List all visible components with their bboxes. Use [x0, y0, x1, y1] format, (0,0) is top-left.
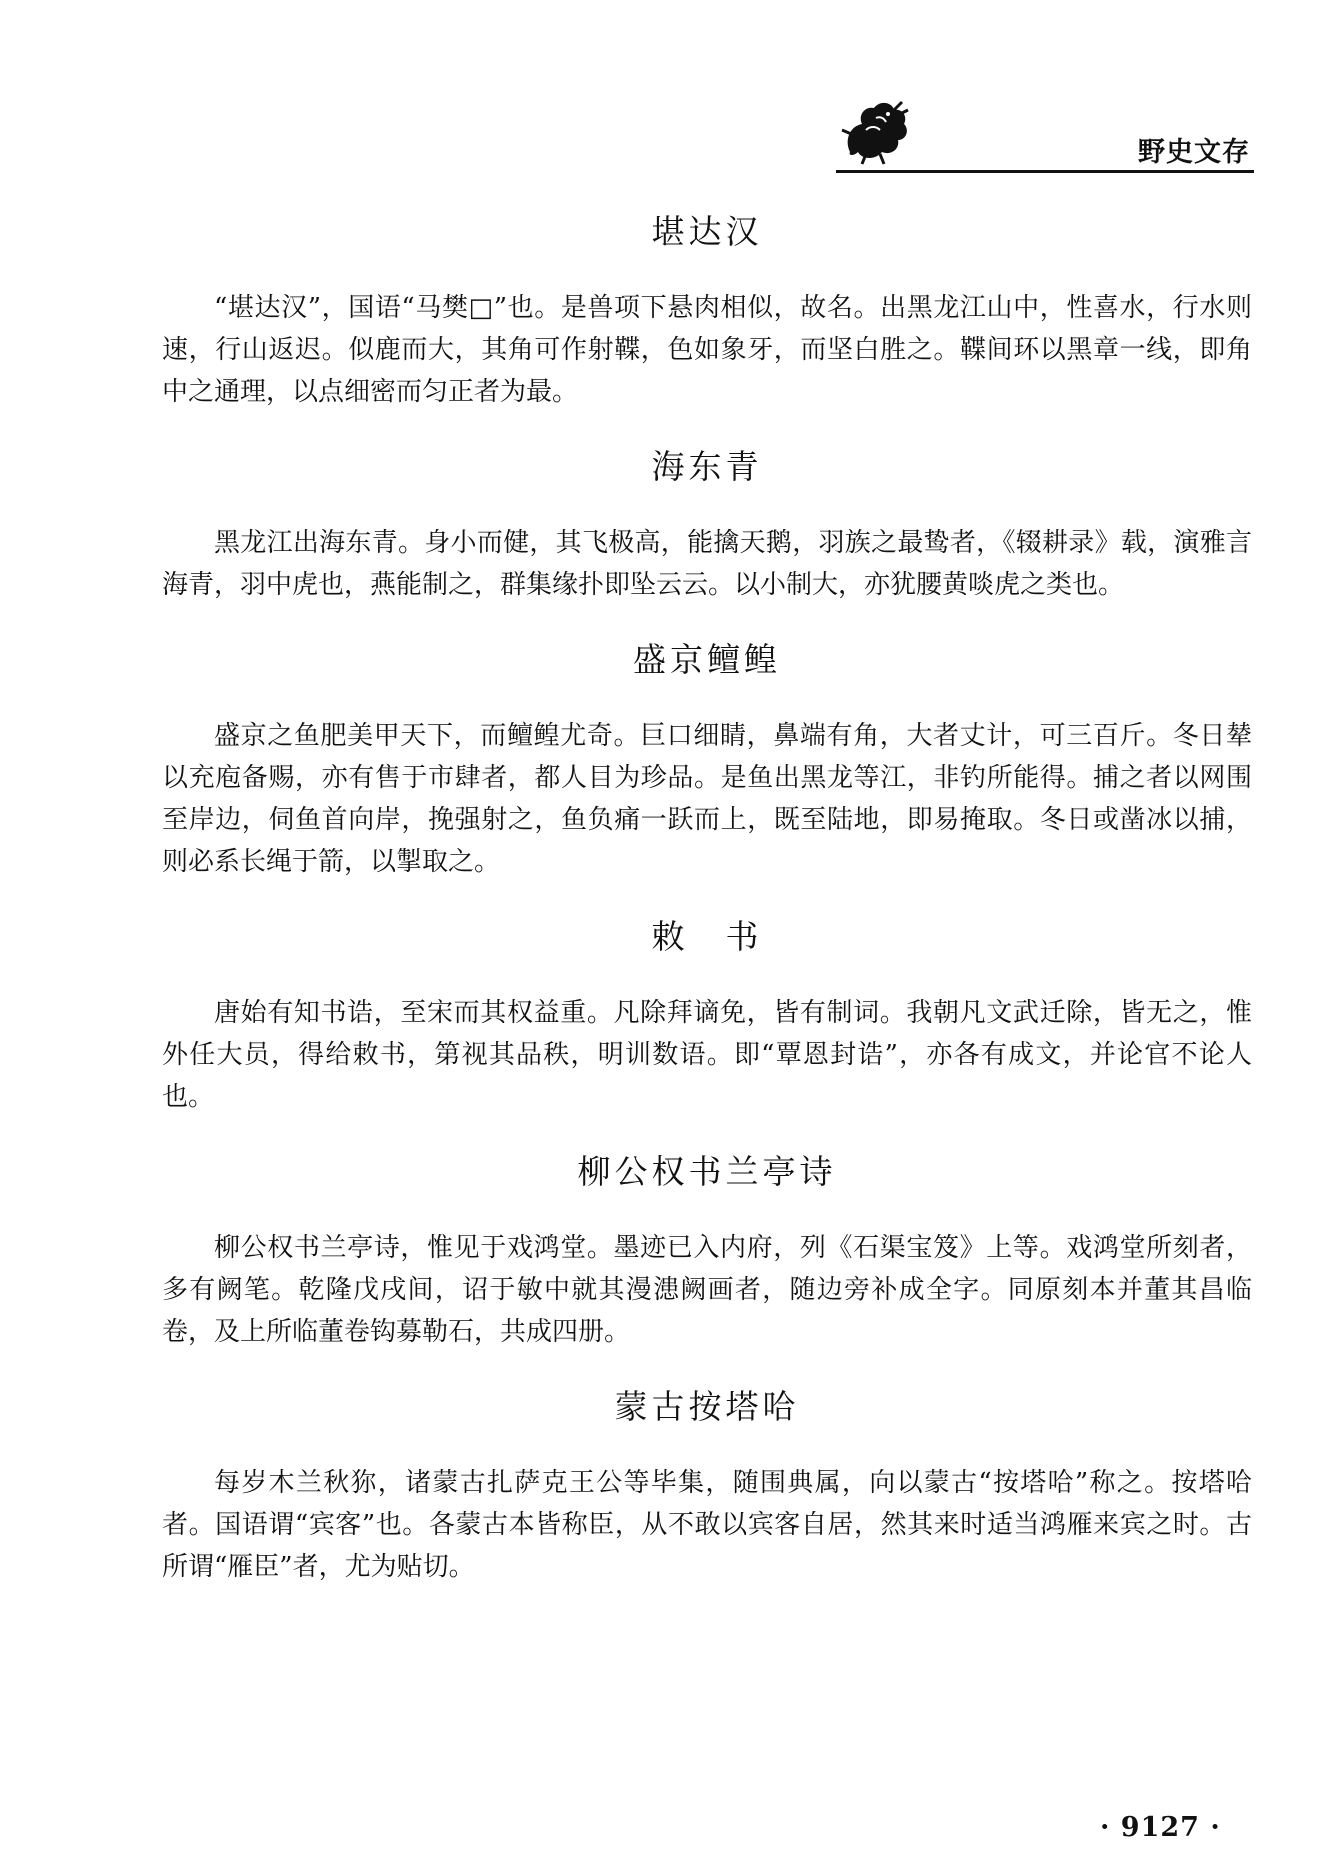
section-shengjing-fish	[162, 634, 1252, 883]
section-body: 唐始有知书诰，至宋而其权益重。凡除拜谪免，皆有制词。我朝凡文武迁除，皆无之，惟外任大员，得给敕书，第视其品秩，明训数语。即“覃恩封诰”，亦各有成文，并论官不论人也。	[162, 998, 1252, 1112]
section-title: 盛京鳣鳇	[633, 640, 781, 679]
section-title: 海东青	[651, 447, 763, 486]
section-body: 柳公权书兰亭诗，惟见于戏鸿堂。墨迹已入内府，列《石渠宝笈》上等。戏鸿堂所刻者，多有阙笔。乾隆戊戌间，诏于敏中就其漫漶阙画者，随边旁补成全字。同原刻本并董其昌临卷，及上所临董卷钩募勒石，共成四册。	[162, 1233, 1252, 1347]
section-haidongqing	[162, 441, 1252, 606]
section-title: 柳公权书兰亭诗	[577, 1152, 837, 1191]
section-body: 每岁木兰秋狝，诸蒙古扎萨克王公等毕集，随围典属，向以蒙古“按塔哈”称之。按塔哈者。国语谓“宾客”也。各蒙古本皆称臣，从不敢以宾客自居，然其来时适当鸿雁来宾之时。古所谓“雁臣”者，尤为贴切。	[162, 1468, 1252, 1582]
dragon-icon	[836, 96, 916, 166]
page-content	[162, 206, 1252, 1616]
running-header	[836, 96, 1256, 176]
page-number: · 9127 ·	[1100, 1812, 1221, 1843]
section-title: 敕 书	[651, 917, 763, 956]
section-antaha	[162, 1381, 1252, 1588]
header-rule	[836, 170, 1254, 173]
book-title: 野史文存	[1138, 137, 1250, 168]
section-title: 蒙古按塔哈	[614, 1387, 800, 1426]
section-kandahan	[162, 206, 1252, 413]
section-body: 黑龙江出海东青。身小而健，其飞极高，能擒天鹅，羽族之最鸷者，《辍耕录》载，演雅言海青，羽中虎也，燕能制之，群集缘扑即坠云云。以小制大，亦犹腰黄啖虎之类也。	[162, 528, 1252, 600]
section-body: 盛京之鱼肥美甲天下，而鳣鳇尤奇。巨口细睛，鼻端有角，大者丈计，可三百斤。冬日辇以充庖备赐，亦有售于市肆者，都人目为珍品。是鱼出黑龙等江，非钓所能得。捕之者以网围至岸边，伺鱼首向岸，挽强射之，鱼负痛一跃而上，既至陆地，即易掩取。冬日或凿冰以捕，则必系长绳于箭，以掣取之。	[162, 721, 1252, 877]
section-title: 堪达汉	[651, 212, 763, 251]
section-liu-gongquan	[162, 1146, 1252, 1353]
section-chishu	[162, 911, 1252, 1118]
section-body: “堪达汉”，国语“马樊□”也。是兽项下悬肉相似，故名。出黑龙江山中，性喜水，行水则速，行山返迟。似鹿而大，其角可作射鞢，色如象牙，而坚白胜之。鞢间环以黑章一线，即角中之通理，以点细密而匀正者为最。	[162, 293, 1252, 407]
